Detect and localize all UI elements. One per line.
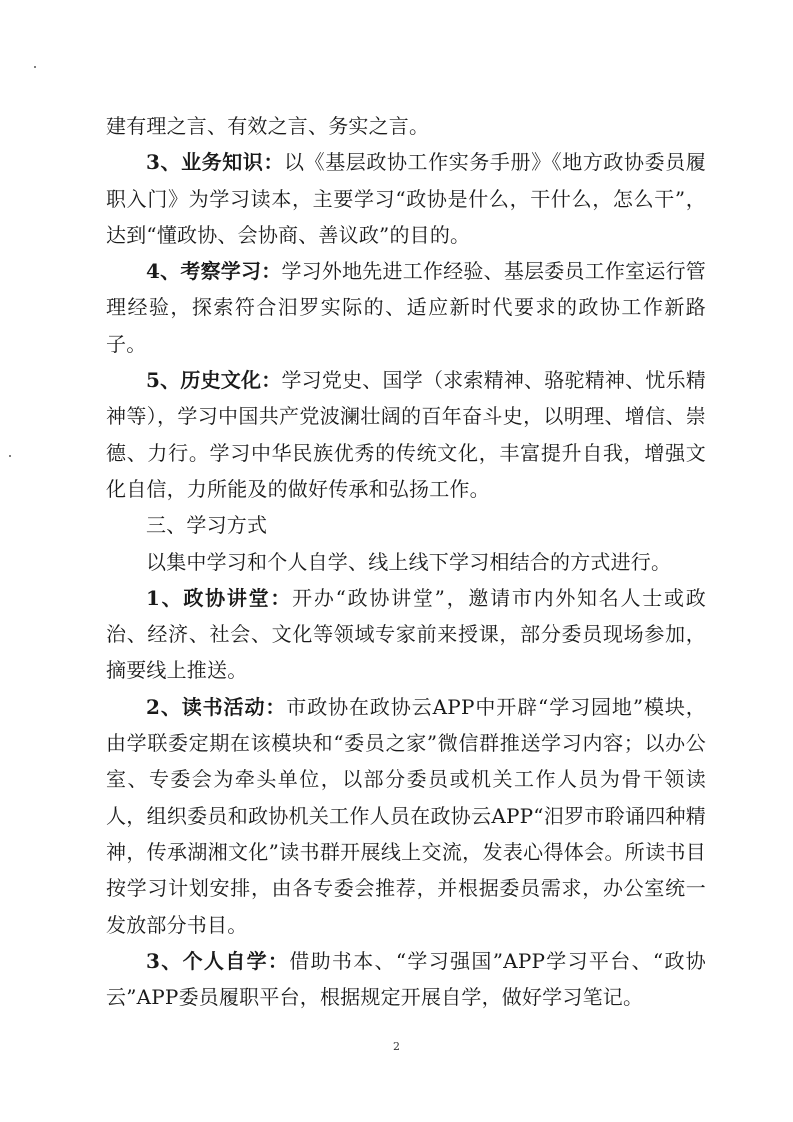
item-heading: 4、考察学习： — [146, 259, 282, 284]
paragraph-text: 学习外地先进工作经验、基层委员工作室运行管理经验，探索符合汨罗实际的、适应新时代要求的政协工作新路子。 — [106, 259, 706, 356]
document-body — [106, 108, 706, 1015]
paragraph — [106, 580, 706, 689]
item-heading: 3、个人自学： — [146, 948, 290, 973]
item-heading: 5、历史文化： — [146, 368, 282, 393]
item-heading: 3、业务知识： — [146, 150, 285, 175]
paragraph — [106, 253, 706, 362]
paragraph — [106, 689, 706, 943]
page-number: 2 — [393, 1040, 400, 1053]
paragraph-text: 借助书本、“学习强国”APP学习平台、“政协云”APP委员履职平台，根据规定开展自学，做好学习笔记。 — [106, 948, 706, 1010]
paragraph-text: 市政协在政协云APP中开辟“学习园地”模块，由学联委定期在该模块和“委员之家”微信群推送学习内容；以办公室、专委会为牵头单位，以部分委员或机关工作人员为骨干领读人，组织委员和政协机关工作人员在政协云APP“汨罗市聆诵四种精神，传承湖湘文化”读书群开展线上交流，发表心得体会。所读书目按学习计划安排，由各专委会推荐，并根据委员需求，办公室统一发放部分书目。 — [106, 694, 706, 937]
paragraph-text: 学习党史、国学（求索精神、骆驼精神、忧乐精神等），学习中国共产党波澜壮阔的百年奋斗史，以明理、增信、崇德、力行。学习中华民族优秀的传统文化，丰富提升自我，增强文化自信，力所能及的做好传承和弘扬工作。 — [106, 368, 706, 501]
paragraph — [106, 544, 706, 580]
paragraph-text: 开办“政协讲堂”，邀请市内外知名人士或政治、经济、社会、文化等领域专家前来授课，部分委员现场参加，摘要线上推送。 — [106, 585, 706, 683]
scan-speck — [34, 66, 36, 68]
paragraph — [106, 507, 706, 543]
paragraph-text: 三、学习方式 — [146, 513, 268, 538]
paragraph-text: 以集中学习和个人自学、线上线下学习相结合的方式进行。 — [146, 549, 672, 574]
paragraph — [106, 108, 706, 144]
item-heading: 2、读书活动： — [146, 694, 287, 719]
paragraph-text: 建有理之言、有效之言、务实之言。 — [106, 114, 430, 138]
paragraph — [106, 144, 706, 253]
paragraph-text: 以《基层政协工作实务手册》《地方政协委员履职入门》为学习读本，主要学习“政协是什么，干什么，怎么干”，达到“懂政协、会协商、善议政”的目的。 — [106, 150, 706, 247]
paragraph — [106, 943, 706, 1016]
paragraph — [106, 362, 706, 507]
item-heading: 1、政协讲堂： — [146, 585, 293, 610]
scan-speck — [9, 455, 11, 457]
